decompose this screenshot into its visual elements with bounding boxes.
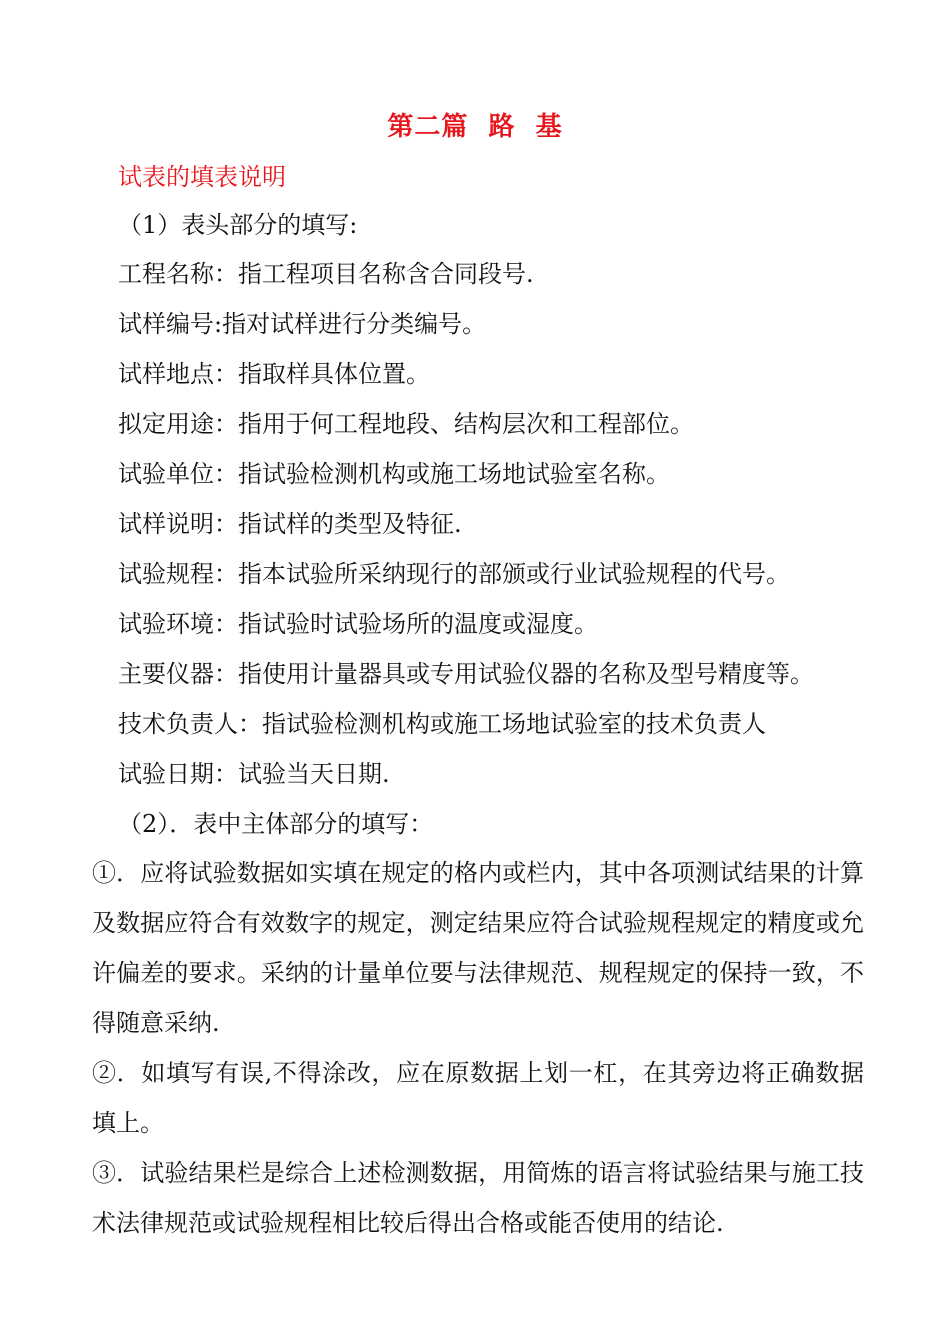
header-item-intended-use: 拟定用途：指用于何工程地段、结构层次和工程部位。 [118, 410, 694, 438]
body-section-heading: （2）．表中主体部分的填写： [118, 810, 434, 838]
page-title: 第二篇 路 基 [387, 112, 563, 142]
header-item-sample-number: 试样编号:指对试样进行分类编号。 [118, 310, 487, 338]
body-paragraph-2: ②．如填写有误,不得涂改，应在原数据上划一杠，在其旁边将正确数据填上。 [92, 1059, 864, 1137]
header-section-heading: （1）表头部分的填写: [118, 211, 358, 239]
body-paragraph-3: ③．试验结果栏是综合上述检测数据，用简炼的语言将试验结果与施工技术法律规范或试验规程相比较后得出合格或能否使用的结论. [92, 1159, 864, 1237]
header-item-technical-lead: 技术负责人：指试验检测机构或施工场地试验室的技术负责人 [118, 710, 766, 738]
header-item-main-instruments: 主要仪器：指使用计量器具或专用试验仪器的名称及型号精度等。 [118, 660, 814, 688]
header-item-project-name: 工程名称：指工程项目名称含合同段号. [118, 260, 534, 288]
header-item-sample-description: 试样说明：指试样的类型及特征. [118, 510, 462, 538]
header-item-test-environment: 试验环境：指试验时试验场所的温度或湿度。 [118, 610, 598, 638]
header-item-test-date: 试验日期：试验当天日期. [118, 760, 390, 788]
header-item-sample-location: 试样地点：指取样具体位置。 [118, 360, 430, 388]
header-item-test-unit: 试验单位：指试验检测机构或施工场地试验室名称。 [118, 460, 670, 488]
header-item-test-procedure: 试验规程：指本试验所采纳现行的部颁或行业试验规程的代号。 [118, 560, 790, 588]
section-subtitle: 试表的填表说明 [118, 163, 286, 191]
body-paragraph-1: ①．应将试验数据如实填在规定的格内或栏内，其中各项测试结果的计算及数据应符合有效数字的规定，测定结果应符合试验规程规定的精度或允许偏差的要求。采纳的计量单位要与法律规范、规程规定的保持一致，不得随意采纳. [92, 859, 864, 1037]
